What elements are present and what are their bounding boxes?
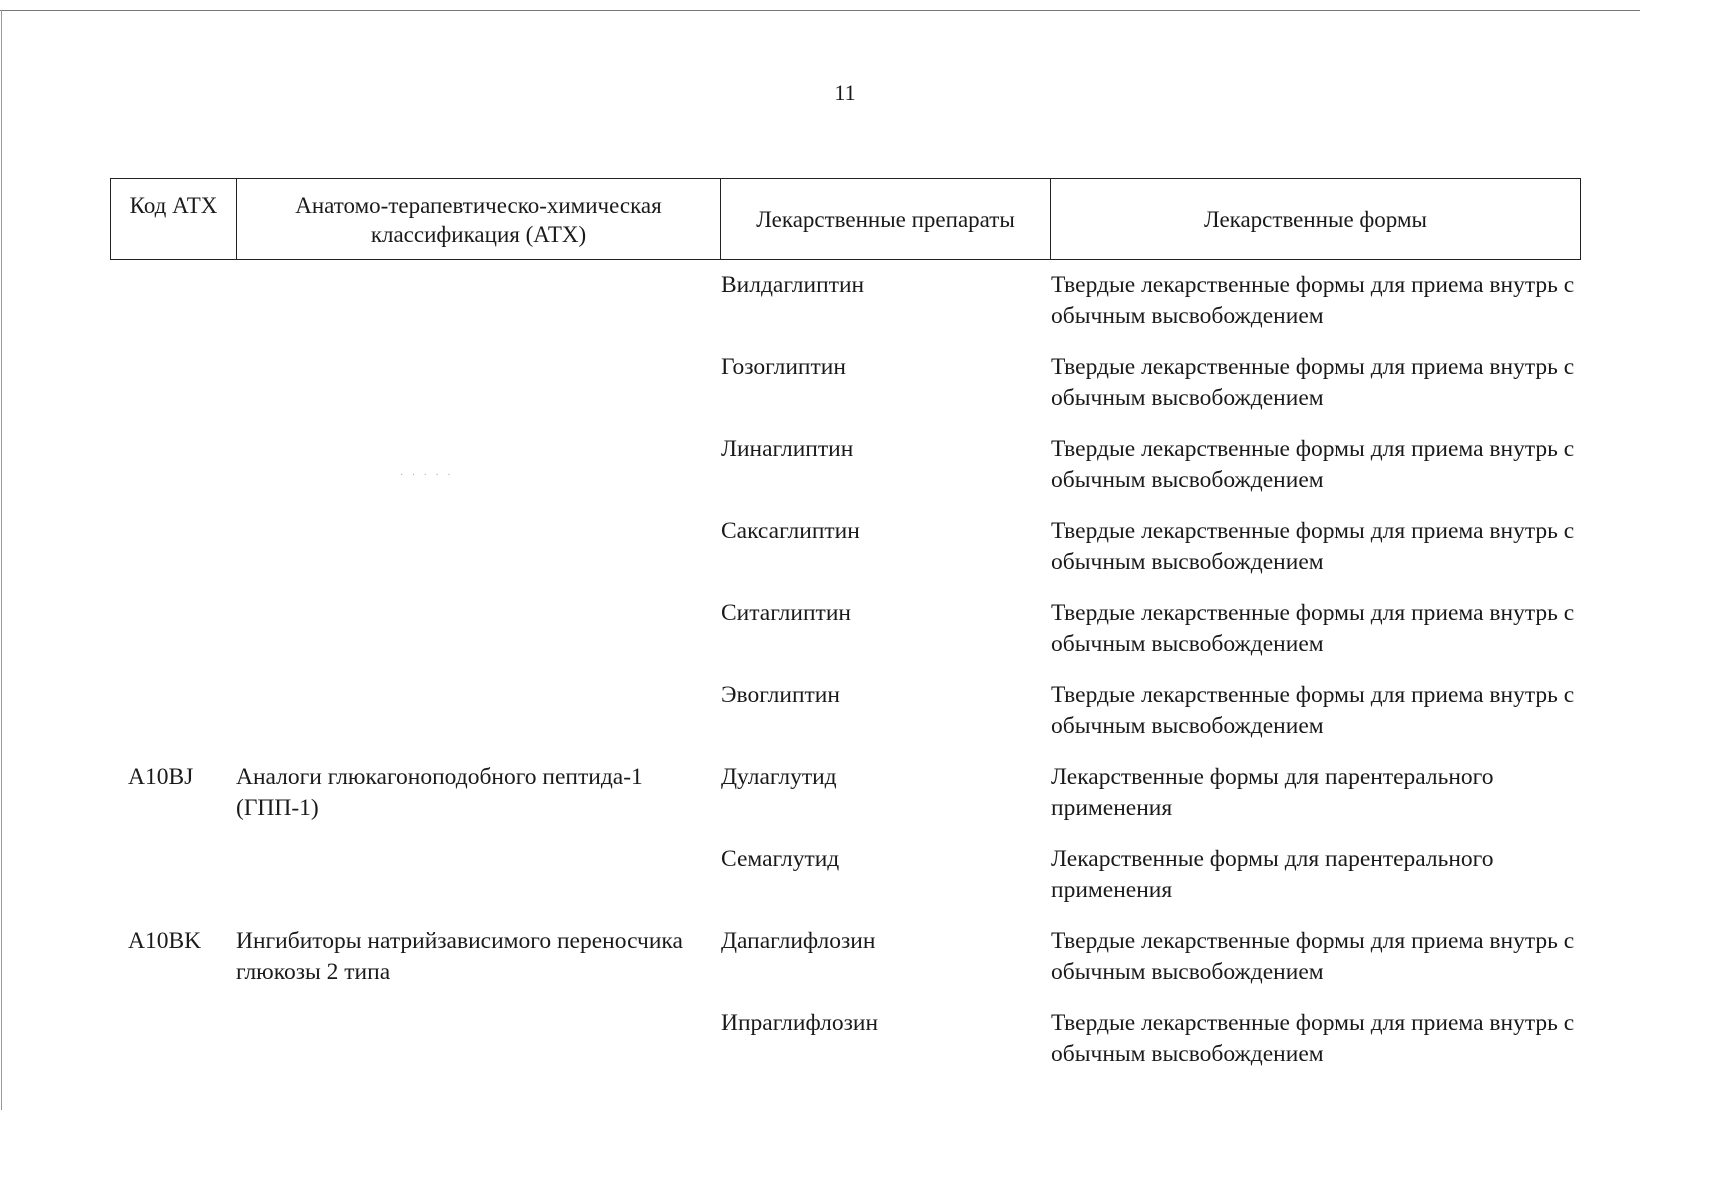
header-forms: Лекарственные формы: [1204, 206, 1427, 232]
drug-name: Дулаглутид: [721, 764, 837, 790]
dosage-form: Твердые лекарственные формы для приема внутрь с обычным высвобождением: [1051, 354, 1575, 411]
drug-name: Гозоглиптин: [721, 354, 846, 380]
dosage-form: Твердые лекарственные формы для приема внутрь с обычным высвобождением: [1051, 1010, 1575, 1067]
table-header: [110, 178, 1581, 260]
drug-name: Ситаглиптин: [721, 600, 851, 626]
dosage-form: Твердые лекарственные формы для приема внутрь с обычным высвобождением: [1051, 600, 1575, 657]
dosage-form: Твердые лекарственные формы для приема внутрь с обычным высвобождением: [1051, 928, 1575, 985]
drug-name: Вилдаглиптин: [721, 272, 865, 298]
page-number: 11: [834, 80, 856, 105]
scan-specks: · · · · ·: [400, 470, 454, 481]
atx-code: A10BK: [128, 928, 202, 954]
page-border-top: [0, 10, 1640, 11]
atx-code: A10BJ: [128, 764, 194, 790]
drug-name: Дапаглифлозин: [721, 928, 876, 954]
drug-name: Саксаглиптин: [721, 518, 860, 544]
header-code: Код АТХ: [111, 179, 237, 259]
page-border-left: [1, 10, 2, 1110]
dosage-form: Твердые лекарственные формы для приема внутрь с обычным высвобождением: [1051, 436, 1575, 493]
atx-classification: Ингибиторы натрийзависимого переносчика глюкозы 2 типа: [236, 928, 683, 985]
drug-name: Ипраглифлозин: [721, 1010, 879, 1036]
dosage-form: Твердые лекарственные формы для приема внутрь с обычным высвобождением: [1051, 682, 1575, 739]
header-drugs: Лекарственные препараты: [721, 179, 1051, 259]
dosage-form: Твердые лекарственные формы для приема внутрь с обычным высвобождением: [1051, 518, 1575, 575]
dosage-form: Лекарственные формы для парентерального применения: [1051, 846, 1494, 903]
header-classification: Анатомо-терапевтическо-химическая классификация (АТХ): [237, 179, 721, 259]
dosage-form: Лекарственные формы для парентерального применения: [1051, 764, 1494, 821]
drug-name: Эвоглиптин: [721, 682, 840, 708]
atx-classification: Аналоги глюкагоноподобного пептида-1 (ГПП-1): [236, 764, 643, 821]
drug-name: Семаглутид: [721, 846, 840, 872]
dosage-form: Твердые лекарственные формы для приема внутрь с обычным высвобождением: [1051, 272, 1575, 329]
drug-name: Линаглиптин: [721, 436, 854, 462]
